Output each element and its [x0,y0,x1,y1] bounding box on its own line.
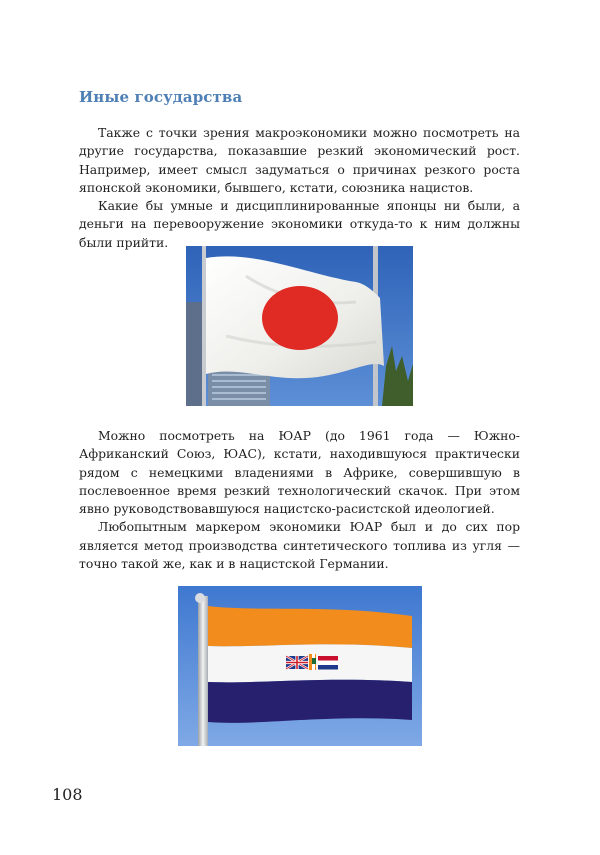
japan-flag-photo [186,246,413,406]
section-heading: Иные государства [79,88,243,106]
blue-stripe [208,680,412,723]
flag-pole [202,246,206,406]
south-africa-flag-photo [178,586,422,746]
central-emblems [286,654,338,670]
page-number: 108 [52,785,83,804]
red-disc [262,286,338,350]
paragraph: Любопытным маркером экономики ЮАР был и до сих пор является метод производства синтетического топлива из угля — точно такой же, как и в нацистской Германии. [79,519,520,572]
paragraph: Какие бы умные и дисциплинированные японцы ни были, а деньги на перевооружение экономики откуда-то к ним должны были прийти. [79,198,520,250]
japan-flag-illustration [186,246,413,406]
paragraph: Можно посмотреть на ЮАР (до 1961 года — Южно-Африканский Союз, ЮАС), кстати, находившуюся практически рядом с немецкими владениями в Африке, совершившую в послевоенное время резкий технологический скачок. При этом явно руководствовавшуюся нацистско-расистской идеологией. [79,428,520,517]
text-block-intro [79,124,520,252]
building-left [186,302,202,406]
south-africa-flag-illustration [178,586,422,746]
flag-pole [198,596,208,746]
paragraph: Также с точки зрения макроэкономики можно посмотреть на другие государства, показавшие резкий экономический рост. Например, имеет смысл задуматься о причинах резкого роста японской экономики, бывшего, кстати, союзника нацистов. [79,125,520,195]
text-block-south-africa [79,427,520,573]
